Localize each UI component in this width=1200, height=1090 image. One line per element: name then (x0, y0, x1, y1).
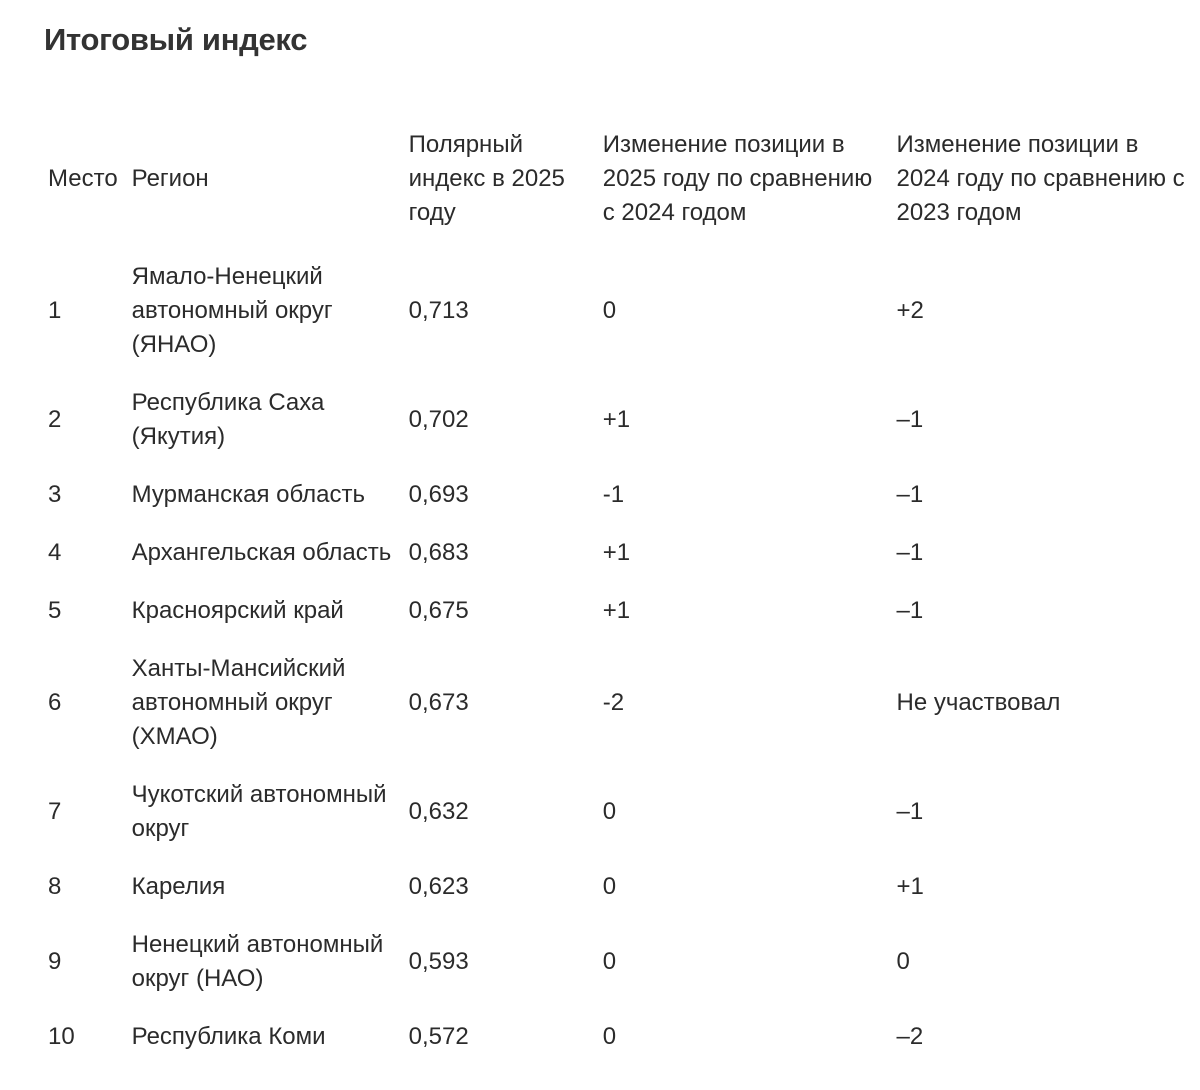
cell-region: Ханты-Мансийский автономный округ (ХМАО) (131, 655, 346, 750)
table-header-row (44, 122, 1200, 248)
cell-change-2024: –1 (896, 406, 924, 433)
cell-index: 0,675 (408, 597, 469, 624)
cell-change-2024: 0 (896, 948, 910, 975)
cell-region: Мурманская область (131, 481, 365, 508)
cell-change-2025: +1 (602, 597, 631, 624)
cell-change-2024: –2 (896, 1023, 924, 1050)
table-row (44, 916, 1200, 1008)
cell-change-2024: –1 (896, 798, 924, 825)
cell-index: 0,632 (408, 798, 469, 825)
cell-change-2024: –1 (896, 597, 924, 624)
header-index: Полярный индекс в 2025 году (408, 131, 565, 226)
cell-place: 1 (48, 297, 62, 324)
table-row (44, 374, 1200, 466)
cell-region: Чукотский автономный округ (131, 781, 387, 842)
cell-change-2025: 0 (602, 1023, 617, 1050)
header-place: Место (48, 165, 118, 192)
header-change-2024: Изменение позиции в 2024 году по сравнению с 2023 годом (896, 131, 1185, 226)
cell-index: 0,623 (408, 873, 469, 900)
table-row (44, 1008, 1200, 1066)
cell-change-2024: –1 (896, 481, 924, 508)
cell-place: 10 (48, 1023, 75, 1050)
cell-index: 0,702 (408, 406, 469, 433)
cell-change-2025: -2 (602, 689, 625, 716)
table-row (44, 640, 1200, 766)
cell-change-2025: 0 (602, 873, 617, 900)
cell-region: Красноярский край (131, 597, 344, 624)
cell-index: 0,693 (408, 481, 469, 508)
cell-place: 2 (48, 406, 62, 433)
cell-change-2024: +2 (896, 297, 924, 324)
cell-index: 0,593 (408, 948, 469, 975)
cell-change-2025: +1 (602, 406, 631, 433)
cell-change-2025: 0 (602, 948, 617, 975)
cell-place: 8 (48, 873, 62, 900)
table-body (44, 248, 1200, 1066)
cell-region: Ненецкий автономный округ (НАО) (131, 931, 384, 992)
cell-index: 0,713 (408, 297, 469, 324)
cell-change-2025: +1 (602, 539, 631, 566)
cell-place: 9 (48, 948, 62, 975)
table-row (44, 766, 1200, 858)
cell-place: 4 (48, 539, 62, 566)
header-region: Регион (131, 165, 209, 192)
table-row (44, 582, 1200, 640)
cell-region: Ямало-Ненецкий автономный округ (ЯНАО) (131, 263, 333, 358)
cell-change-2025: -1 (602, 481, 625, 508)
cell-region: Карелия (131, 873, 226, 900)
cell-index: 0,572 (408, 1023, 469, 1050)
table-row (44, 858, 1200, 916)
cell-place: 5 (48, 597, 62, 624)
cell-region: Республика Саха (Якутия) (131, 389, 325, 450)
header-change-2025: Изменение позиции в 2025 году по сравнению с 2024 годом (602, 131, 873, 226)
cell-index: 0,673 (408, 689, 469, 716)
page-title: Итоговый индекс (44, 22, 308, 57)
cell-region: Архангельская область (131, 539, 392, 566)
cell-change-2024: Не участвовал (896, 689, 1061, 716)
cell-change-2025: 0 (602, 297, 617, 324)
cell-index: 0,683 (408, 539, 469, 566)
index-table (44, 122, 1200, 1066)
cell-change-2024: +1 (896, 873, 924, 900)
table-row (44, 248, 1200, 374)
cell-place: 3 (48, 481, 62, 508)
cell-region: Республика Коми (131, 1023, 326, 1050)
cell-change-2025: 0 (602, 798, 617, 825)
table-row (44, 524, 1200, 582)
cell-place: 6 (48, 689, 62, 716)
table-row (44, 466, 1200, 524)
cell-change-2024: –1 (896, 539, 924, 566)
cell-place: 7 (48, 798, 62, 825)
